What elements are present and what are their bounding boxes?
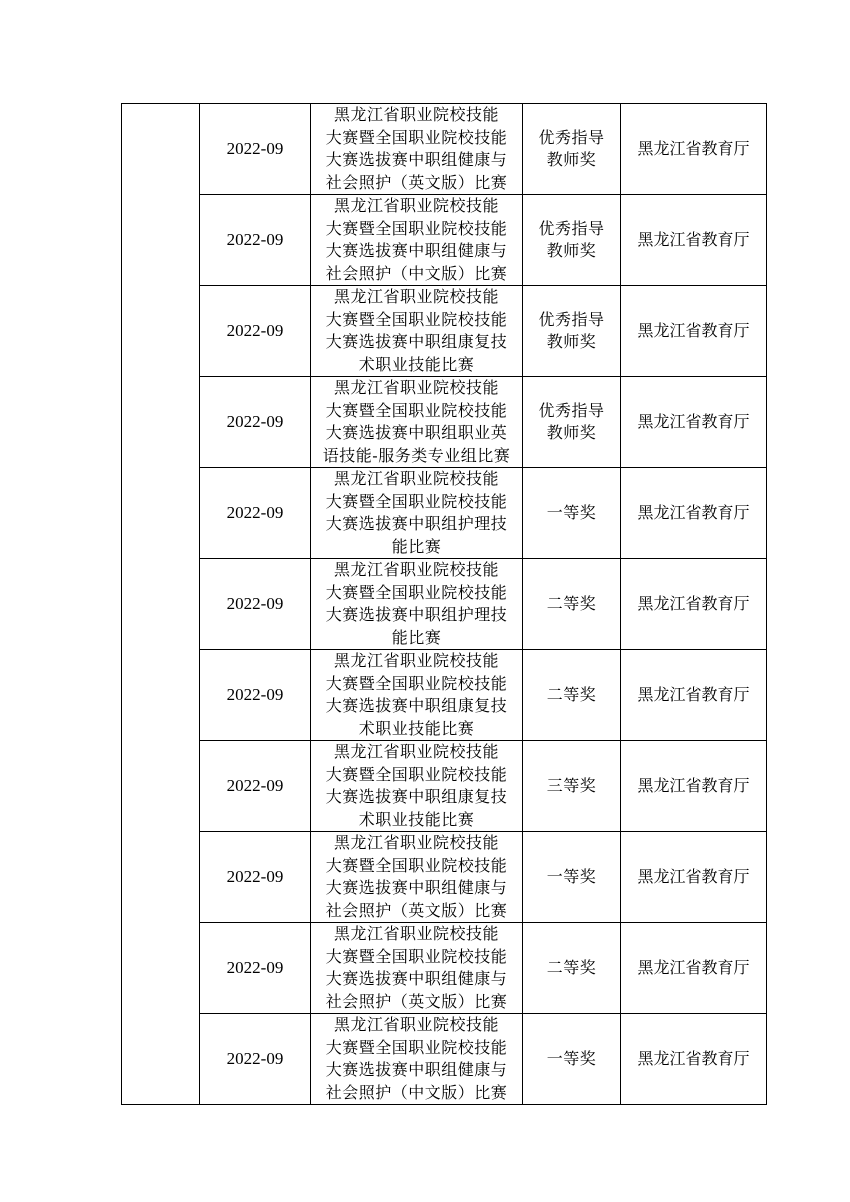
issuer-cell: 黑龙江省教育厅 <box>621 741 767 832</box>
award-cell <box>523 104 621 195</box>
award-cell <box>523 1014 621 1105</box>
date-cell: 2022-09 <box>200 195 311 286</box>
award-cell <box>523 377 621 468</box>
table-row <box>122 1014 767 1105</box>
competition-cell <box>311 468 523 559</box>
issuer-cell: 黑龙江省教育厅 <box>621 195 767 286</box>
date-cell: 2022-09 <box>200 468 311 559</box>
competition-cell <box>311 104 523 195</box>
date-cell: 2022-09 <box>200 832 311 923</box>
table-row <box>122 195 767 286</box>
table-row <box>122 923 767 1014</box>
competition-text: 黑龙江省职业院校技能 大赛暨全国职业院校技能 大赛选拔赛中职组健康与 社会照护（中文版）比赛 <box>325 196 508 283</box>
date-cell: 2022-09 <box>200 923 311 1014</box>
date-cell: 2022-09 <box>200 650 311 741</box>
award-cell <box>523 650 621 741</box>
award-cell <box>523 195 621 286</box>
competition-text: 黑龙江省职业院校技能 大赛暨全国职业院校技能 大赛选拔赛中职组健康与 社会照护（英文版）比赛 <box>325 924 508 1011</box>
table-row <box>122 104 767 195</box>
competition-text: 黑龙江省职业院校技能 大赛暨全国职业院校技能 大赛选拔赛中职组护理技 能比赛 <box>325 560 508 647</box>
competition-cell <box>311 832 523 923</box>
date-cell: 2022-09 <box>200 377 311 468</box>
competition-cell <box>311 650 523 741</box>
competition-cell <box>311 377 523 468</box>
date-cell: 2022-09 <box>200 741 311 832</box>
competition-cell <box>311 195 523 286</box>
issuer-cell: 黑龙江省教育厅 <box>621 104 767 195</box>
awards-table <box>121 103 767 1105</box>
awards-table-body <box>122 104 767 1105</box>
table-row <box>122 468 767 559</box>
award-text: 优秀指导 教师奖 <box>538 218 605 260</box>
competition-text: 黑龙江省职业院校技能 大赛暨全国职业院校技能 大赛选拔赛中职组康复技 术职业技能比赛 <box>325 651 508 738</box>
award-text: 优秀指导 教师奖 <box>538 127 605 169</box>
award-cell <box>523 741 621 832</box>
award-text: 优秀指导 教师奖 <box>538 400 605 442</box>
competition-cell <box>311 1014 523 1105</box>
issuer-cell: 黑龙江省教育厅 <box>621 468 767 559</box>
date-cell: 2022-09 <box>200 559 311 650</box>
issuer-cell: 黑龙江省教育厅 <box>621 832 767 923</box>
date-cell: 2022-09 <box>200 286 311 377</box>
table-row <box>122 741 767 832</box>
award-text: 一等奖 <box>546 502 597 522</box>
merged-left-cell <box>122 104 200 1105</box>
award-cell <box>523 832 621 923</box>
issuer-cell: 黑龙江省教育厅 <box>621 286 767 377</box>
table-row <box>122 286 767 377</box>
award-text: 二等奖 <box>546 957 597 977</box>
table-row <box>122 832 767 923</box>
table-row <box>122 650 767 741</box>
award-text: 二等奖 <box>546 593 597 613</box>
competition-text: 黑龙江省职业院校技能 大赛暨全国职业院校技能 大赛选拔赛中职组康复技 术职业技能比赛 <box>325 287 508 374</box>
competition-text: 黑龙江省职业院校技能 大赛暨全国职业院校技能 大赛选拔赛中职组康复技 术职业技能比赛 <box>325 742 508 829</box>
issuer-cell: 黑龙江省教育厅 <box>621 1014 767 1105</box>
issuer-cell: 黑龙江省教育厅 <box>621 923 767 1014</box>
competition-cell <box>311 286 523 377</box>
award-text: 优秀指导 教师奖 <box>538 309 605 351</box>
award-cell <box>523 468 621 559</box>
competition-cell <box>311 923 523 1014</box>
competition-text: 黑龙江省职业院校技能 大赛暨全国职业院校技能 大赛选拔赛中职组健康与 社会照护（英文版）比赛 <box>325 833 508 920</box>
date-cell: 2022-09 <box>200 104 311 195</box>
date-cell: 2022-09 <box>200 1014 311 1105</box>
award-cell <box>523 559 621 650</box>
issuer-cell: 黑龙江省教育厅 <box>621 377 767 468</box>
award-text: 一等奖 <box>546 1048 597 1068</box>
competition-text: 黑龙江省职业院校技能 大赛暨全国职业院校技能 大赛选拔赛中职组健康与 社会照护（英文版）比赛 <box>325 105 508 192</box>
competition-text: 黑龙江省职业院校技能 大赛暨全国职业院校技能 大赛选拔赛中职组护理技 能比赛 <box>325 469 508 556</box>
award-text: 二等奖 <box>546 684 597 704</box>
award-cell <box>523 923 621 1014</box>
competition-text: 黑龙江省职业院校技能 大赛暨全国职业院校技能 大赛选拔赛中职组健康与 社会照护（中文版）比赛 <box>325 1015 508 1102</box>
competition-text: 黑龙江省职业院校技能 大赛暨全国职业院校技能 大赛选拔赛中职组职业英 语技能-服务类专业组比赛 <box>322 378 511 465</box>
competition-cell <box>311 741 523 832</box>
award-text: 三等奖 <box>546 775 597 795</box>
award-cell <box>523 286 621 377</box>
table-row <box>122 559 767 650</box>
table-row <box>122 377 767 468</box>
competition-cell <box>311 559 523 650</box>
award-text: 一等奖 <box>546 866 597 886</box>
issuer-cell: 黑龙江省教育厅 <box>621 650 767 741</box>
issuer-cell: 黑龙江省教育厅 <box>621 559 767 650</box>
